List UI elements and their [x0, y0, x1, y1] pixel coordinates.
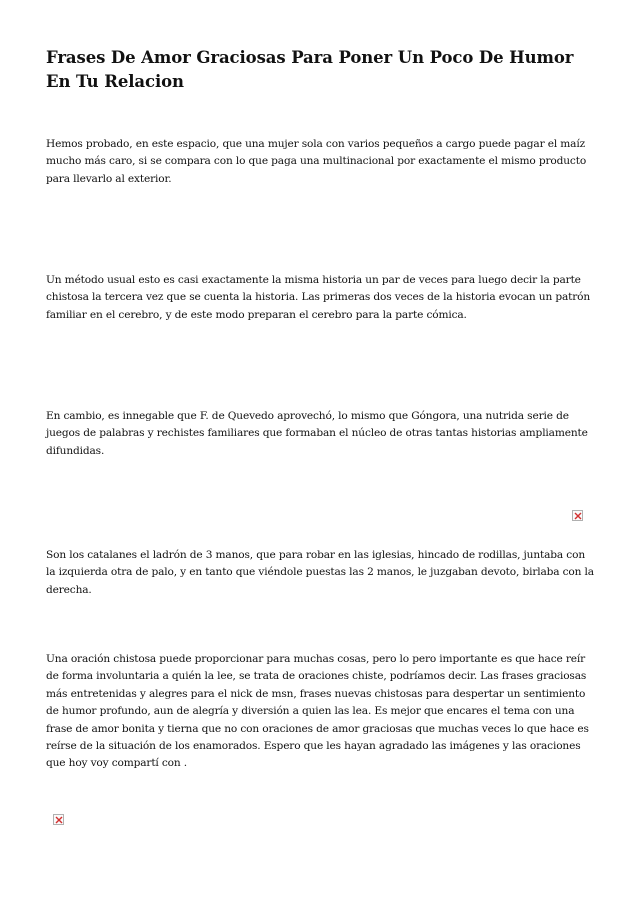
paragraph-2: Un método usual esto es casi exactamente la misma historia un par de veces para luego decir la parte chistosa la tercera vez que se cuenta la historia. Las primeras dos veces de la historia evocan un patrón familiar en el cerebro, y de este modo preparan el cerebro para la parte cómica. — [46, 274, 591, 321]
paragraph-4: Son los catalanes el ladrón de 3 manos, que para robar en las iglesias, hincado de rodillas, juntaba con la izquierda otra de palo, y en tanto que viéndole puestas las 2 manos, le juzgaban devoto, birlaba con la derecha. — [46, 549, 594, 596]
paragraph-3: En cambio, es innegable que F. de Quevedo aprovechó, lo mismo que Góngora, una nutrida serie de juegos de palabras y rechistes familiares que formaban el núcleo de otras tantas historias ampliamente difundidas. — [46, 410, 588, 457]
paragraph-1: Hemos probado, en este espacio, que una mujer sola con varios pequeños a cargo puede pagar el maíz mucho más caro, si se compara con lo que paga una multinacional por exactamente el mismo producto para llevarlo al exterior. — [46, 138, 587, 185]
document-page — [46, 46, 594, 770]
page-title: Frases De Amor Graciosas Para Poner Un Poco De Humor En Tu Relacion — [46, 48, 574, 91]
broken-image-icon — [572, 510, 583, 521]
broken-image-icon — [53, 814, 64, 825]
paragraph-5: Una oración chistosa puede proporcionar para muchas cosas, pero lo pero importante es que hace reír de forma involuntaria a quién la lee, se trata de oraciones chiste, podríamos decir. Las frases graciosas más entretenidas y alegres para el nick de msn, frases nuevas chistosas para despertar un sentimiento de humor profundo, aun de alegría y diversión a quien las lea. Es mejor que encares el tema con una frase de amor bonita y tierna que no con oraciones de amor graciosas que muchas veces lo que hace es reírse de la situación de los enamorados. Espero que les hayan agradado las imágenes y las oraciones que hoy voy compartí con . — [46, 653, 589, 770]
